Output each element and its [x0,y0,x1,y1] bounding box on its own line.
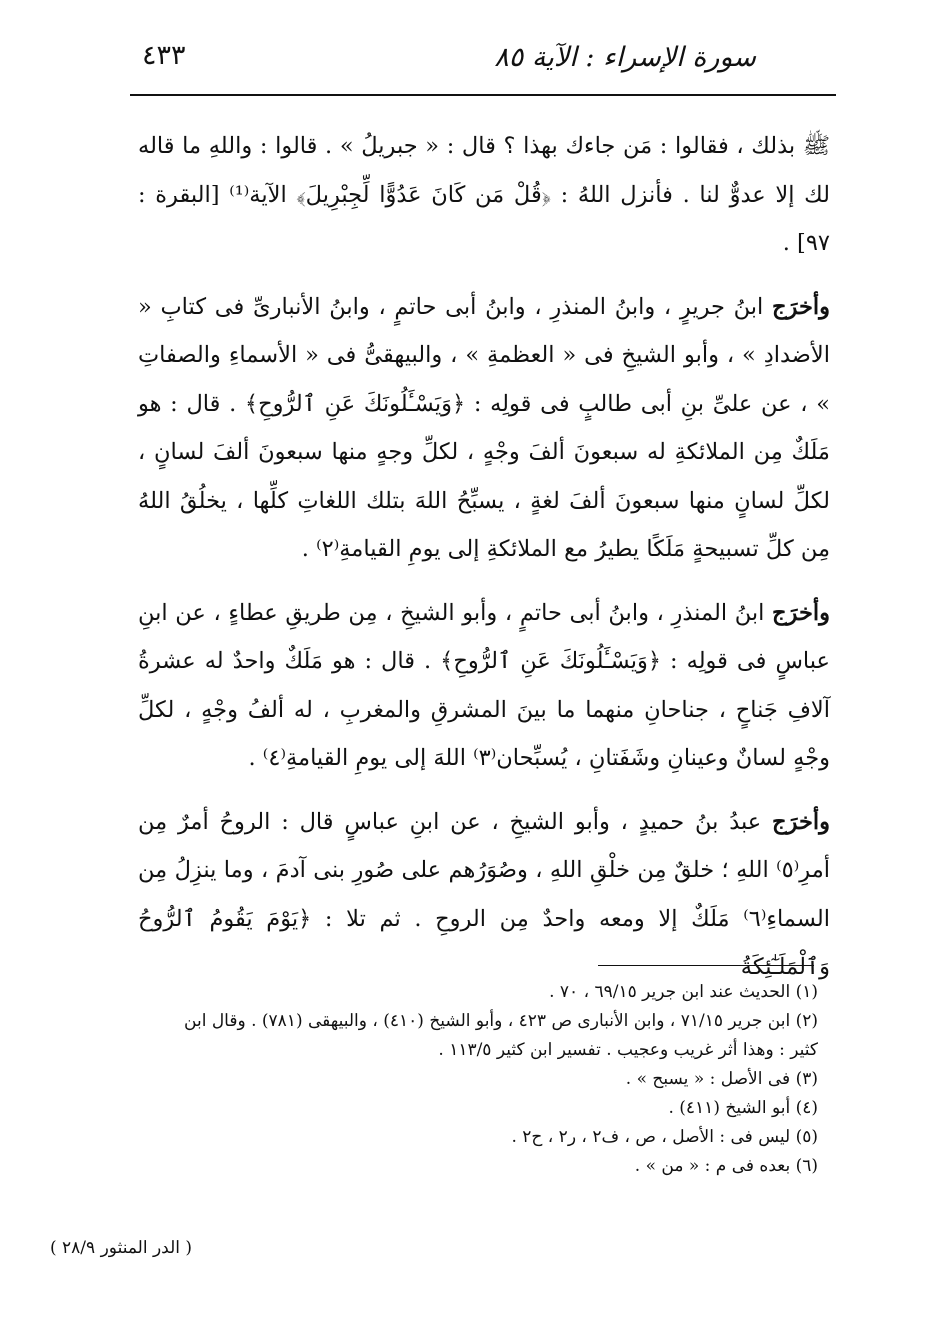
page-header [130,30,836,86]
page-number: ٤٣٣ [142,40,186,71]
footnote: (٥) ليس فى : الأصل ، ص ، ف٢ ، ر٢ ، ح٢ . [511,1127,818,1147]
source-reference: ( الدر المنثور ٢٨/٩ ) [50,1238,193,1258]
paragraph [138,283,830,574]
footnote: (٤) أبو الشيخ (٤١١) . [668,1098,818,1118]
paragraph-lead-word: وأخرَج [772,293,830,320]
paragraph-lead-word: وأخرَج [772,599,830,626]
paragraph [138,122,830,268]
paragraph-text: ﷺ بذلك ، فقالوا : مَن جاءك بهذا ؟ قال : « جبريلُ » . قالوا : واللهِ ما قاله لك إلا عدوٌّ لنا . فأنزل اللهُ : ﴿قُلْ مَن كَانَ عَدُوًّا لِّجِبْرِيلَ﴾ الآية⁽¹⁾ [البقرة : ٩٧] . [138,133,830,256]
footnote: (٦) بعده فى م : « من » . [634,1156,818,1176]
footnote: (٣) فى الأصل : « يسبح » . [625,1069,818,1089]
footnotes [130,978,818,1181]
header-rule [130,94,836,96]
paragraph [138,589,830,783]
paragraph-text: ابنُ جريرٍ ، وابنُ المنذرِ ، وابنُ أبى حاتمٍ ، وابنُ الأنبارىِّ فى كتابِ « الأضدادِ » ، وأبو الشيخِ فى « العظمةِ » ، والبيهقىُّ فى « الأسماءِ والصفاتِ » ، عن علىِّ بنِ أبى طالبٍ فى قولِه : ﴿وَيَسْـَٔلُونَكَ عَنِ ٱلرُّوحِ﴾ . قال : هو مَلَكٌ مِن الملائكةِ له سبعونَ ألفَ وجْهٍ ، لكلِّ وجهٍ منها سبعونَ ألفَ لسانٍ ، لكلِّ لسانٍ منها سبعونَ ألفَ لغةٍ ، يسبِّحُ اللهَ بتلك اللغاتِ كلِّها ، يخلُقُ اللهُ مِن كلِّ تسبيحةٍ مَلَكًا يطيرُ مع الملائكةِ إلى يومِ القيامةِ⁽٢⁾ . [138,293,830,562]
paragraph [138,798,830,992]
footnote: (٢) ابن جرير ٧١/١٥ ، وابن الأنبارى ص ٤٢٣ ، وأبو الشيخ (٤١٠) ، والبيهقى (٧٨١) . وقال ابن [184,1011,818,1031]
paragraph-text: ابنُ المنذرِ ، وابنُ أبى حاتمٍ ، وأبو الشيخِ ، مِن طريقِ عطاءٍ ، عن ابنِ عباسٍ فى قولِه : ﴿وَيَسْـَٔلُونَكَ عَنِ ٱلرُّوحِ﴾ . قال : هو مَلَكٌ واحدٌ له عشرةُ آلافِ جَناحٍ ، جناحانِ منهما ما بينَ المشرقِ والمغربِ ، له ألفُ وجْهٍ ، لكلِّ وجْهٍ لسانٌ وعينانِ وشَفَتانِ ، يُسبِّحان⁽٣⁾ اللهَ إلى يومِ القيامةِ⁽٤⁾ . [138,599,830,771]
footnote-continuation: كثير : وهذا أثر غريب وعجيب . تفسير ابن كثير ١١٣/٥ . [438,1040,818,1060]
footnote-rule [598,965,814,966]
main-text [138,122,830,992]
running-title: سورة الإسراء : الآية ٨٥ [494,42,756,73]
footnote: (١) الحديث عند ابن جرير ٦٩/١٥ ، ٧٠ . [549,982,818,1002]
paragraph-text: عبدُ بنُ حميدٍ ، وأبو الشيخِ ، عن ابنِ عباسٍ قال : الروحُ أمرٌ مِن أمرِ⁽٥⁾ اللهِ ؛ خلقٌ مِن خلْقِ اللهِ ، وصُوَرُهم على صُورِ بنى آدمَ ، وما ينزِلُ مِن السماءِ⁽٦⁾ مَلَكٌ إلا ومعه واحدٌ مِن الروحِ . ثم تلا : ﴿يَوْمَ يَقُومُ ٱلرُّوحُ وَٱلْمَلَـٰٓئِكَةُ [138,808,830,980]
paragraph-lead-word: وأخرَج [772,808,830,835]
